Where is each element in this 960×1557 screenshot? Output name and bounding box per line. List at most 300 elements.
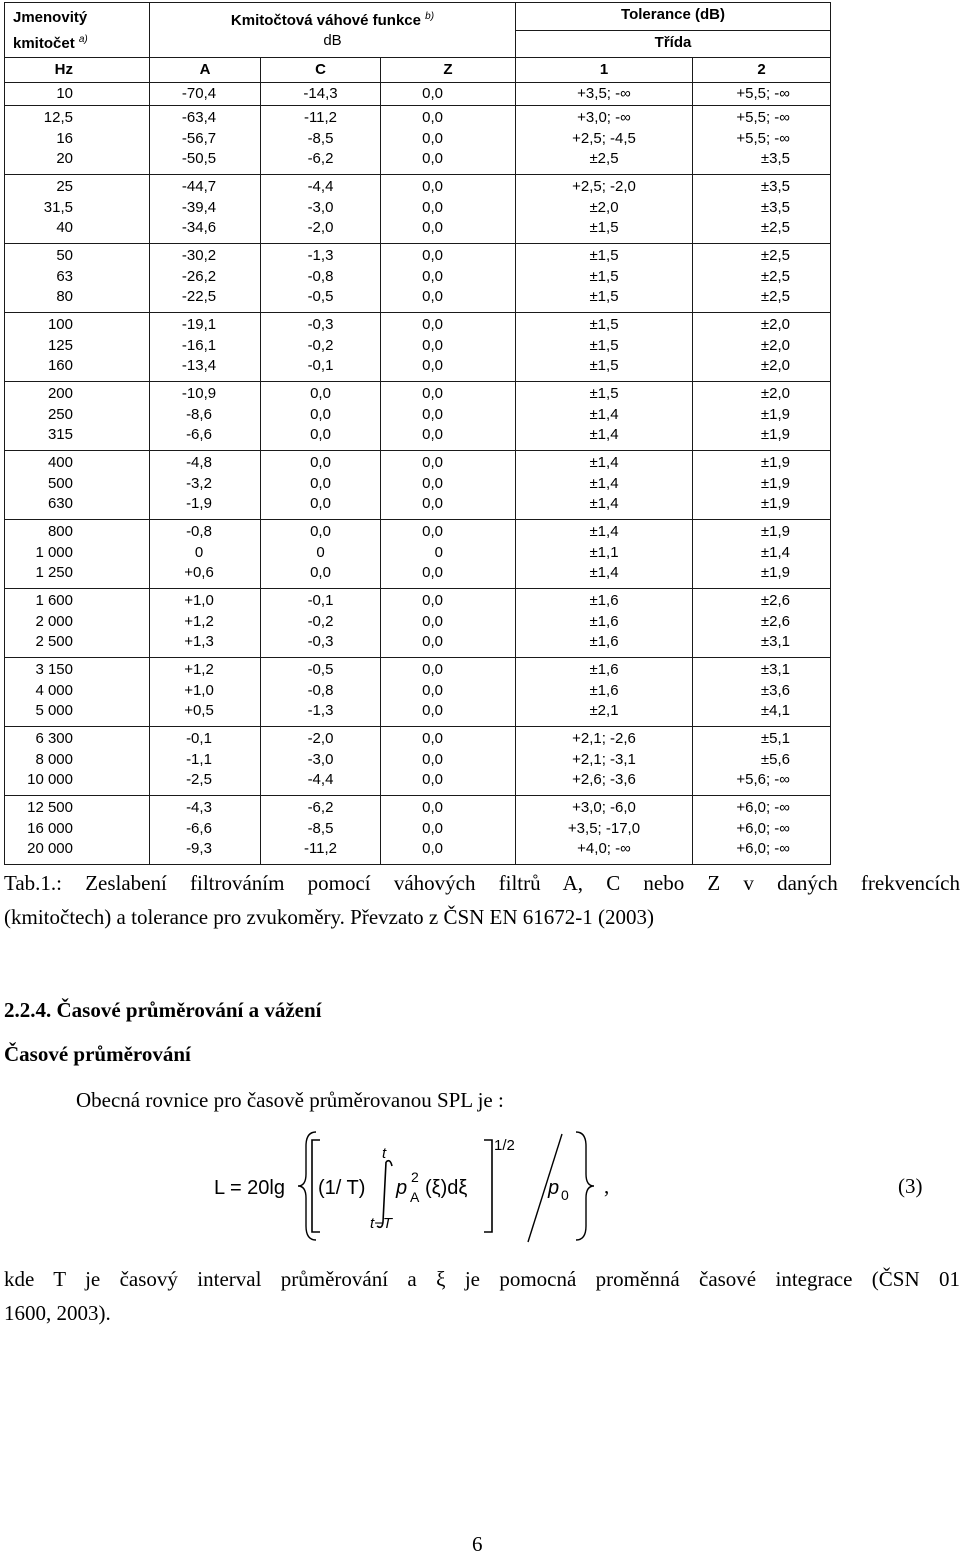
cell-value: ±1,6 (589, 633, 619, 650)
c-weight-cell (261, 658, 381, 727)
page-number: 6 (472, 1532, 483, 1556)
cell-value: +1,0 (184, 681, 214, 699)
cell-value: 0,0 (310, 454, 331, 471)
cell-value: -0,8 (186, 523, 212, 540)
a-weight-cell (150, 175, 261, 244)
table-row-group (5, 313, 831, 382)
cell-value: ±1,4 (760, 543, 790, 561)
cell-value: ±1,6 (589, 612, 619, 630)
cell-value: 0,0 (422, 681, 443, 699)
cell-value: ±3,6 (760, 681, 790, 699)
cell-value: 0,0 (422, 336, 443, 354)
cell-value: -22,5 (181, 288, 217, 305)
tolerance-class1-cell (516, 589, 693, 658)
cell-value: ±1,6 (589, 661, 619, 678)
cell-value: -9,3 (186, 840, 212, 857)
cell-value: -0,1 (307, 357, 334, 374)
c-weight-cell (261, 796, 381, 865)
column-z-header: Z (381, 58, 516, 83)
cell-value: +3,0; -6,0 (572, 799, 636, 816)
cell-value: ±1,9 (760, 495, 790, 512)
a-weight-cell (150, 313, 261, 382)
cell-value: 160 (47, 357, 73, 374)
cell-value: -1,3 (307, 247, 334, 264)
cell-value: ±1,5 (589, 267, 619, 285)
weighting-function-header (150, 3, 516, 58)
cell-value: ±1,4 (589, 405, 619, 423)
cell-value: 0,0 (422, 219, 443, 236)
cell-value: -0,2 (307, 612, 334, 630)
cell-value: ±1,5 (589, 316, 619, 333)
c-weight-cell (261, 175, 381, 244)
cell-value: 0,0 (422, 661, 443, 678)
cell-value: -6,2 (307, 150, 334, 167)
cell-value: 500 (47, 474, 73, 492)
cell-value: 630 (47, 495, 73, 512)
cell-value: +0,6 (184, 564, 214, 581)
cell-value: 0,0 (422, 426, 443, 443)
tolerance-class2-cell (693, 727, 831, 796)
equation-number: (3) (898, 1174, 923, 1198)
cell-value: 0,0 (422, 474, 443, 492)
frequency-cell (5, 658, 150, 727)
left-curly-brace (298, 1132, 316, 1240)
a-weight-cell (150, 382, 261, 451)
cell-value: -8,6 (186, 405, 212, 423)
cell-value: 1 600 (35, 592, 73, 609)
class-2-header: 2 (693, 58, 831, 83)
right-curly-brace (576, 1132, 594, 1240)
cell-value: -34,6 (181, 219, 217, 236)
table-row-group (5, 520, 831, 589)
cell-value: 0,0 (422, 592, 443, 609)
cell-value: -2,5 (186, 771, 212, 788)
tolerance-class1-cell: +3,5; -∞ (516, 83, 693, 106)
cell-value: -3,2 (186, 474, 212, 492)
cell-value: -0,8 (307, 681, 334, 699)
cell-value: ±3,5 (760, 198, 790, 216)
cell-value: +2,1; -2,6 (572, 730, 636, 747)
cell-value: +3,0; -∞ (577, 109, 631, 126)
intro-text: Obecná rovnice pro časově průměrovanou SPL je : (76, 1088, 504, 1112)
table-subheader-row (5, 58, 831, 83)
cell-value: 0,0 (422, 633, 443, 650)
cell-value: -3,0 (307, 750, 334, 768)
cell-value: ±1,5 (589, 357, 619, 374)
cell-value: 2 000 (35, 612, 73, 630)
cell-value: -1,3 (307, 702, 334, 719)
c-weight-cell (261, 382, 381, 451)
cell-value: -13,4 (181, 357, 217, 374)
cell-value: 0,0 (422, 523, 443, 540)
cell-value: -39,4 (181, 198, 217, 216)
reference-pressure-subscript: 0 (561, 1187, 569, 1203)
c-weight-cell: -14,3 (261, 83, 381, 106)
cell-value: -8,5 (307, 129, 334, 147)
frequency-cell (5, 589, 150, 658)
frequency-cell (5, 106, 150, 175)
cell-value: ±2,5 (589, 150, 619, 167)
cell-value: ±1,5 (589, 336, 619, 354)
z-weight-cell (381, 520, 516, 589)
cell-value: +6,0; -∞ (736, 840, 790, 857)
cell-value: ±2,0 (760, 336, 790, 354)
table-row-group (5, 796, 831, 865)
frequency-cell (5, 175, 150, 244)
cell-value: ±3,1 (760, 633, 790, 650)
cell-value: 63 (56, 267, 73, 285)
cell-value: ±1,9 (760, 474, 790, 492)
tolerance-class2-cell (693, 106, 831, 175)
class-title: Třída (654, 33, 692, 51)
cell-value: -0,1 (186, 730, 212, 747)
cell-value: 4 000 (35, 681, 73, 699)
table-row-group (5, 658, 831, 727)
z-weight-cell (381, 589, 516, 658)
cell-value: 12 500 (27, 799, 73, 816)
equation-xi-argument: (ξ)dξ (425, 1177, 468, 1199)
cell-value: 0,0 (422, 405, 443, 423)
cell-value: 0,0 (310, 385, 331, 402)
a-weight-cell: -70,4 (150, 83, 261, 106)
z-weight-cell: 0,0 (381, 83, 516, 106)
cell-value: -10,9 (181, 385, 217, 402)
cell-value: ±1,4 (589, 454, 619, 471)
table-group-body (5, 106, 831, 865)
cell-value: 16 (56, 129, 73, 147)
cell-value: ±5,6 (760, 750, 790, 768)
cell-value: ±1,9 (760, 523, 790, 540)
c-weight-cell (261, 451, 381, 520)
a-weight-cell (150, 451, 261, 520)
cell-value: 0 (316, 543, 325, 561)
cell-value: 125 (47, 336, 73, 354)
integral-upper-limit: t (382, 1145, 387, 1162)
cell-value: -0,2 (307, 336, 334, 354)
pressure-subscript: A (410, 1189, 420, 1205)
frequency-cell: 10 (5, 83, 150, 106)
cell-value: +5,6; -∞ (736, 771, 790, 788)
cell-value: ±1,6 (589, 681, 619, 699)
cell-value: 25 (56, 178, 73, 195)
paragraph-line-1: kde T je časový interval průměrování a ξ je pomocná proměnná časové integrace (ČSN 01 (4, 1267, 960, 1291)
cell-value: ±2,0 (760, 385, 790, 402)
cell-value: -2,0 (307, 730, 334, 747)
paragraph-line-2: 1600, 2003). (4, 1301, 111, 1325)
cell-value: -6,2 (307, 799, 334, 816)
cell-value: 5 000 (35, 702, 73, 719)
z-weight-cell (381, 175, 516, 244)
cell-value: 0,0 (422, 109, 443, 126)
a-weight-cell (150, 796, 261, 865)
nominal-frequency-note: a) (78, 34, 88, 45)
cell-value: ±1,4 (589, 474, 619, 492)
table-row-group (5, 727, 831, 796)
cell-value: 0,0 (422, 316, 443, 333)
cell-value: 0,0 (310, 523, 331, 540)
table-row-group (5, 244, 831, 313)
cell-value: 2 500 (35, 633, 73, 650)
frequency-cell (5, 244, 150, 313)
weighting-function-title: Kmitočtová váhové funkce (230, 12, 421, 29)
cell-value: -3,0 (307, 198, 334, 216)
cell-value: -4,4 (307, 771, 334, 788)
cell-value: 0,0 (422, 799, 443, 816)
a-weight-cell (150, 244, 261, 313)
cell-value: ±1,5 (589, 247, 619, 264)
cell-value: 0,0 (422, 564, 443, 581)
cell-value: -6,6 (186, 426, 212, 443)
cell-value: -0,5 (307, 661, 334, 678)
weighting-table (4, 2, 831, 865)
tolerance-class2-cell (693, 175, 831, 244)
table-header-row (5, 3, 831, 31)
tolerance-class1-cell (516, 658, 693, 727)
cell-value: ±2,0 (760, 316, 790, 333)
hz-header: Hz (5, 58, 150, 83)
a-weight-cell (150, 658, 261, 727)
cell-value: ±2,1 (589, 702, 619, 719)
cell-value: ±1,6 (589, 592, 619, 609)
explanation-paragraph (4, 1262, 960, 1330)
cell-value: 12,5 (43, 109, 73, 126)
cell-value: ±3,1 (760, 661, 790, 678)
cell-value: -56,7 (181, 129, 217, 147)
tolerance-class1-cell (516, 520, 693, 589)
table-caption (4, 866, 960, 934)
cell-value: 40 (56, 219, 73, 236)
cell-value: ±2,6 (760, 592, 790, 609)
tolerance-class1-cell (516, 382, 693, 451)
cell-value: 800 (47, 523, 73, 540)
cell-value: 0,0 (422, 247, 443, 264)
cell-value: 400 (47, 454, 73, 471)
cell-value: ±1,5 (589, 385, 619, 402)
cell-value: +2,5; -2,0 (572, 178, 636, 195)
cell-value: -8,5 (307, 819, 334, 837)
cell-value: 0,0 (422, 454, 443, 471)
tolerance-class1-cell (516, 796, 693, 865)
cell-value: ±1,1 (589, 543, 619, 561)
column-c-header: C (261, 58, 381, 83)
cell-value: +5,5; -∞ (736, 109, 790, 126)
pressure-superscript: 2 (411, 1169, 419, 1185)
cell-value: -0,1 (307, 592, 334, 609)
tolerance-class2-cell (693, 244, 831, 313)
cell-value: +3,5; -17,0 (567, 819, 641, 837)
a-weight-cell (150, 520, 261, 589)
tolerance-class1-cell (516, 727, 693, 796)
cell-value: 0,0 (422, 267, 443, 285)
cell-value: -19,1 (181, 316, 217, 333)
cell-value: 0,0 (310, 426, 331, 443)
a-weight-cell (150, 589, 261, 658)
cell-value: 0,0 (310, 405, 331, 423)
equation-lhs: L = 20lg (214, 1177, 285, 1199)
z-weight-cell (381, 451, 516, 520)
frequency-cell (5, 451, 150, 520)
cell-value: +6,0; -∞ (736, 799, 790, 816)
cell-value: 50 (56, 247, 73, 264)
nominal-frequency-label-1: Jmenovitý (13, 9, 88, 26)
cell-value: ±1,4 (589, 426, 619, 443)
integral-lower-limit: t−T (370, 1215, 393, 1232)
cell-value: ±2,5 (760, 267, 790, 285)
frequency-cell (5, 382, 150, 451)
tolerance-class2-cell (693, 382, 831, 451)
cell-value: -0,3 (307, 316, 334, 333)
cell-value: -16,1 (181, 336, 217, 354)
tolerance-class2-cell (693, 589, 831, 658)
cell-value: +1,3 (184, 633, 214, 650)
cell-value: 0,0 (422, 357, 443, 374)
cell-value: 0,0 (422, 702, 443, 719)
equation-comma: , (604, 1174, 610, 1198)
table-row-group (5, 175, 831, 244)
tolerance-class2-cell: +5,5; -∞ (693, 83, 831, 106)
column-a-header: A (150, 58, 261, 83)
cell-value: ±1,5 (589, 288, 619, 305)
cell-value: -0,8 (307, 267, 334, 285)
cell-value: ±5,1 (760, 730, 790, 747)
cell-value: -26,2 (181, 267, 217, 285)
frequency-cell (5, 796, 150, 865)
cell-value: ±1,5 (589, 219, 619, 236)
weighting-function-note: b) (425, 11, 435, 22)
pressure-symbol: p (396, 1177, 408, 1199)
cell-value: ±3,5 (760, 178, 790, 195)
cell-value: ±1,4 (589, 523, 619, 540)
sub-heading: Časové průměrování (4, 1042, 191, 1066)
equation-exponent: 1/2 (494, 1137, 515, 1154)
cell-value: ±4,1 (760, 702, 790, 719)
cell-value: 6 300 (35, 730, 73, 747)
cell-value: 0,0 (422, 612, 443, 630)
frequency-cell (5, 313, 150, 382)
tolerance-class2-cell (693, 796, 831, 865)
cell-value: 0,0 (422, 730, 443, 747)
cell-value: 0,0 (422, 288, 443, 305)
cell-value: 1 000 (35, 543, 73, 561)
reference-pressure-symbol: p (548, 1177, 560, 1199)
section-heading: 2.2.4. Časové průměrování a vážení (4, 998, 322, 1022)
cell-value: ±1,9 (760, 564, 790, 581)
cell-value: ±2,0 (589, 198, 619, 216)
c-weight-cell (261, 313, 381, 382)
table-row-group (5, 589, 831, 658)
cell-value: 20 (56, 150, 73, 167)
cell-value: ±3,5 (760, 150, 790, 167)
c-weight-cell (261, 520, 381, 589)
cell-value: 0,0 (422, 840, 443, 857)
cell-value: ±2,6 (760, 612, 790, 630)
z-weight-cell (381, 106, 516, 175)
cell-value: 80 (56, 288, 73, 305)
cell-value: -1,1 (186, 750, 212, 768)
tolerance-class2-cell (693, 313, 831, 382)
cell-value: -44,7 (181, 178, 217, 195)
c-weight-cell (261, 589, 381, 658)
tolerance-class1-cell (516, 244, 693, 313)
nominal-frequency-header (5, 3, 150, 58)
cell-value: ±2,5 (760, 219, 790, 236)
c-weight-cell (261, 106, 381, 175)
cell-value: 0,0 (310, 474, 331, 492)
equation-one-over-t: (1/ T) (318, 1177, 366, 1199)
cell-value: +6,0; -∞ (736, 819, 790, 837)
cell-value: +1,2 (184, 612, 214, 630)
cell-value: 20 000 (27, 840, 73, 857)
table-row (5, 83, 831, 106)
weighting-function-unit: dB (323, 32, 342, 49)
cell-value: +2,6; -3,6 (572, 771, 636, 788)
table-row-group (5, 451, 831, 520)
cell-value: 0 (194, 543, 204, 561)
z-weight-cell (381, 658, 516, 727)
cell-value: 8 000 (35, 750, 73, 768)
tolerance-class2-cell (693, 520, 831, 589)
cell-value: +2,5; -4,5 (572, 129, 636, 147)
cell-value: +2,1; -3,1 (572, 750, 636, 768)
cell-value: 3 150 (35, 661, 73, 678)
cell-value: -50,5 (181, 150, 217, 167)
cell-value: -1,9 (186, 495, 212, 512)
cell-value: +1,0 (184, 592, 214, 609)
right-square-bracket (484, 1140, 492, 1232)
cell-value: 250 (47, 405, 73, 423)
cell-value: 0,0 (422, 150, 443, 167)
cell-value: ±2,5 (760, 247, 790, 264)
cell-value: ±2,0 (760, 357, 790, 374)
a-weight-cell (150, 727, 261, 796)
cell-value: 0,0 (422, 129, 443, 147)
cell-value: -4,8 (186, 454, 212, 471)
cell-value: 0,0 (422, 495, 443, 512)
z-weight-cell (381, 382, 516, 451)
cell-value: +4,0; -∞ (577, 840, 631, 857)
cell-value: -4,3 (186, 799, 212, 816)
cell-value: ±1,9 (760, 405, 790, 423)
cell-value: 0,0 (422, 178, 443, 195)
frequency-cell (5, 727, 150, 796)
tolerance-title: Tolerance (dB) (621, 6, 725, 23)
c-weight-cell (261, 727, 381, 796)
cell-value: 31,5 (43, 198, 73, 216)
z-weight-cell (381, 727, 516, 796)
cell-value: ±1,9 (760, 454, 790, 471)
cell-value: 1 250 (35, 564, 73, 581)
cell-value: +0,5 (184, 702, 214, 719)
cell-value: 0,0 (310, 564, 331, 581)
cell-value: 10 000 (27, 771, 73, 788)
cell-value: ±1,4 (589, 495, 619, 512)
cell-value: ±1,9 (760, 426, 790, 443)
class-1-header: 1 (516, 58, 693, 83)
tolerance-class2-cell (693, 658, 831, 727)
cell-value: 0,0 (422, 198, 443, 216)
tolerance-class2-cell (693, 451, 831, 520)
caption-line-1: Tab.1.: Zeslabení filtrováním pomocí váhových filtrů A, C nebo Z v daných frekvencích (4, 871, 960, 895)
cell-value: -0,5 (307, 288, 334, 305)
cell-value: ±2,5 (760, 288, 790, 305)
table-row-group (5, 106, 831, 175)
cell-value: 100 (47, 316, 73, 333)
cell-value: 0,0 (422, 771, 443, 788)
caption-line-2: (kmitočtech) a tolerance pro zvukoměry. Převzato z ČSN EN 61672-1 (2003) (4, 905, 655, 929)
cell-value: -11,2 (303, 109, 338, 126)
cell-value: 16 000 (27, 819, 73, 837)
cell-value: 315 (47, 426, 73, 443)
